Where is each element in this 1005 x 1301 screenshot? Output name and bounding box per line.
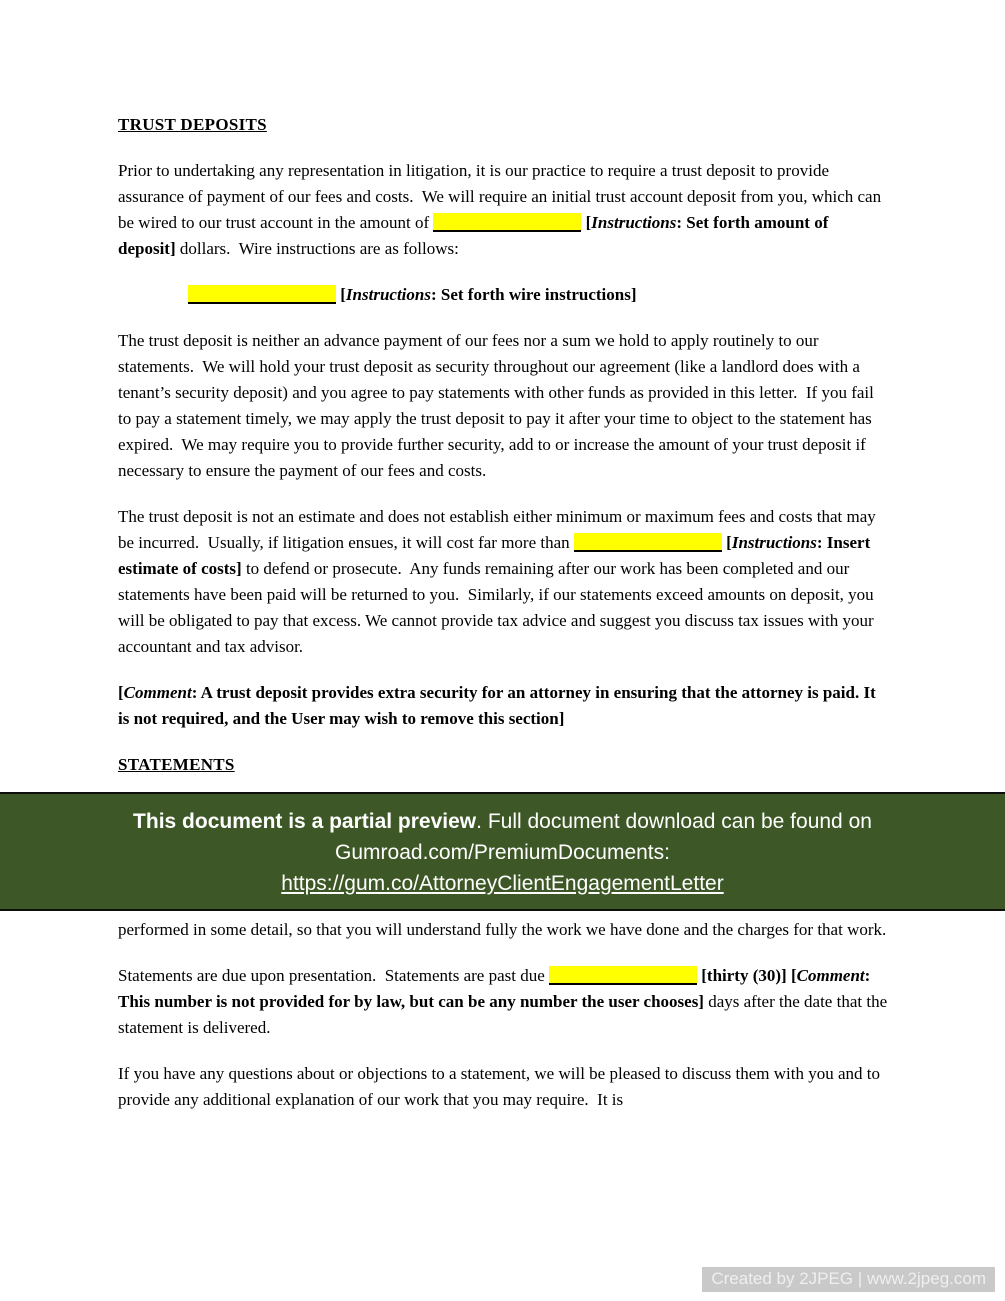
banner-line-3 xyxy=(60,868,945,899)
text-run: Instructions xyxy=(345,285,431,304)
paragraph xyxy=(118,328,890,484)
text-run: [ xyxy=(726,533,732,552)
text-run: [thirty (30)] xyxy=(701,966,787,985)
text-run: : This number is not provided for by law, but can be any number the user chooses] xyxy=(118,966,875,1011)
text-run: Comment xyxy=(123,683,192,702)
text-run: : Set forth amount of deposit] xyxy=(118,213,833,258)
paragraph xyxy=(118,504,890,660)
text-run: dollars. Wire instructions are as follows: xyxy=(175,239,459,258)
text-run: Statements are due upon presentation. Statements are past due xyxy=(118,966,550,985)
text-run: : Set forth wire instructions] xyxy=(430,285,637,304)
text-run: days after the date that the statement is delivered. xyxy=(118,992,892,1037)
text-run: Comment xyxy=(796,966,865,985)
highlighted-blank xyxy=(574,533,722,552)
text-run: : Insert estimate of costs] xyxy=(118,533,875,578)
highlighted-blank xyxy=(188,285,336,304)
text-run: Prior to undertaking any representation in litigation, it is our practice to require a trust deposit to provide assurance of payment of our fees and costs. We will require an initial trust account deposit from you, which can be wired to our trust account in the amount of xyxy=(118,161,886,232)
paragraph xyxy=(118,1061,890,1113)
text-run: If you have any questions about or objections to a statement, we will be pleased to discuss them with you and to provide any additional explanation of our work that you may require. It is xyxy=(118,1064,885,1109)
highlighted-blank xyxy=(549,966,697,985)
text-run: [ xyxy=(790,966,797,985)
text-run: Instructions xyxy=(591,213,677,232)
paragraph xyxy=(118,158,890,262)
text-run: performed in some detail, so that you will understand fully the work we have done and the charges for that work. xyxy=(118,920,887,939)
paragraph xyxy=(118,917,890,943)
2jpeg-watermark: Created by 2JPEG | www.2jpeg.com xyxy=(702,1267,995,1292)
text-run: : A trust deposit provides extra security for an attorney in ensuring that the attorney is paid. It is not required, and the User may wish to remove this section] xyxy=(118,683,881,728)
banner-bold-text: This document is a partial preview xyxy=(133,810,477,833)
gumroad-link[interactable]: https://gum.co/AttorneyClientEngagementLetter xyxy=(281,872,724,895)
highlighted-blank xyxy=(433,213,581,232)
document-blocks-bottom xyxy=(118,917,890,1113)
banner-regular-text: . Full document download can be found on xyxy=(476,810,872,833)
paragraph xyxy=(118,282,890,308)
banner-line-2: Gumroad.com/PremiumDocuments: xyxy=(335,841,670,864)
text-run: [ xyxy=(118,683,124,702)
text-run: [ xyxy=(585,213,592,232)
text-run: The trust deposit is not an estimate and does not establish either minimum or maximum fees and costs that may be incurred. Usually, if litigation ensues, it will cost far more than xyxy=(118,507,881,552)
text-run: The trust deposit is neither an advance payment of our fees nor a sum we hold to apply routinely to our statements. We will hold your trust deposit as security throughout our agreement (like a landlord does with a tenant’s security deposit) and you agree to pay statements with other funds as provided in this letter. If you fail to pay a statement timely, we may apply the trust deposit to pay it after your time to object to the statement has expired. We may require you to provide further security, add to or increase the amount of your trust deposit if necessary to ensure the payment of our fees and costs. xyxy=(118,331,879,480)
document-blocks-top xyxy=(118,112,890,778)
paragraph xyxy=(118,680,890,732)
section-heading: STATEMENTS xyxy=(118,755,235,774)
paragraph xyxy=(118,963,890,1041)
text-run: [ xyxy=(340,285,346,304)
text-run: to defend or prosecute. Any funds remaining after our work has been completed and our statements have been paid will be returned to you. Similarly, if our statements exceed amounts on deposit, you will be obligated to pay that excess. We cannot provide tax advice and suggest you discuss tax issues with your accountant and tax advisor. xyxy=(118,559,878,656)
partial-preview-banner xyxy=(0,792,1005,911)
banner-line-1 xyxy=(60,806,945,837)
section-heading: TRUST DEPOSITS xyxy=(118,115,267,134)
text-run: Instructions xyxy=(731,533,817,552)
